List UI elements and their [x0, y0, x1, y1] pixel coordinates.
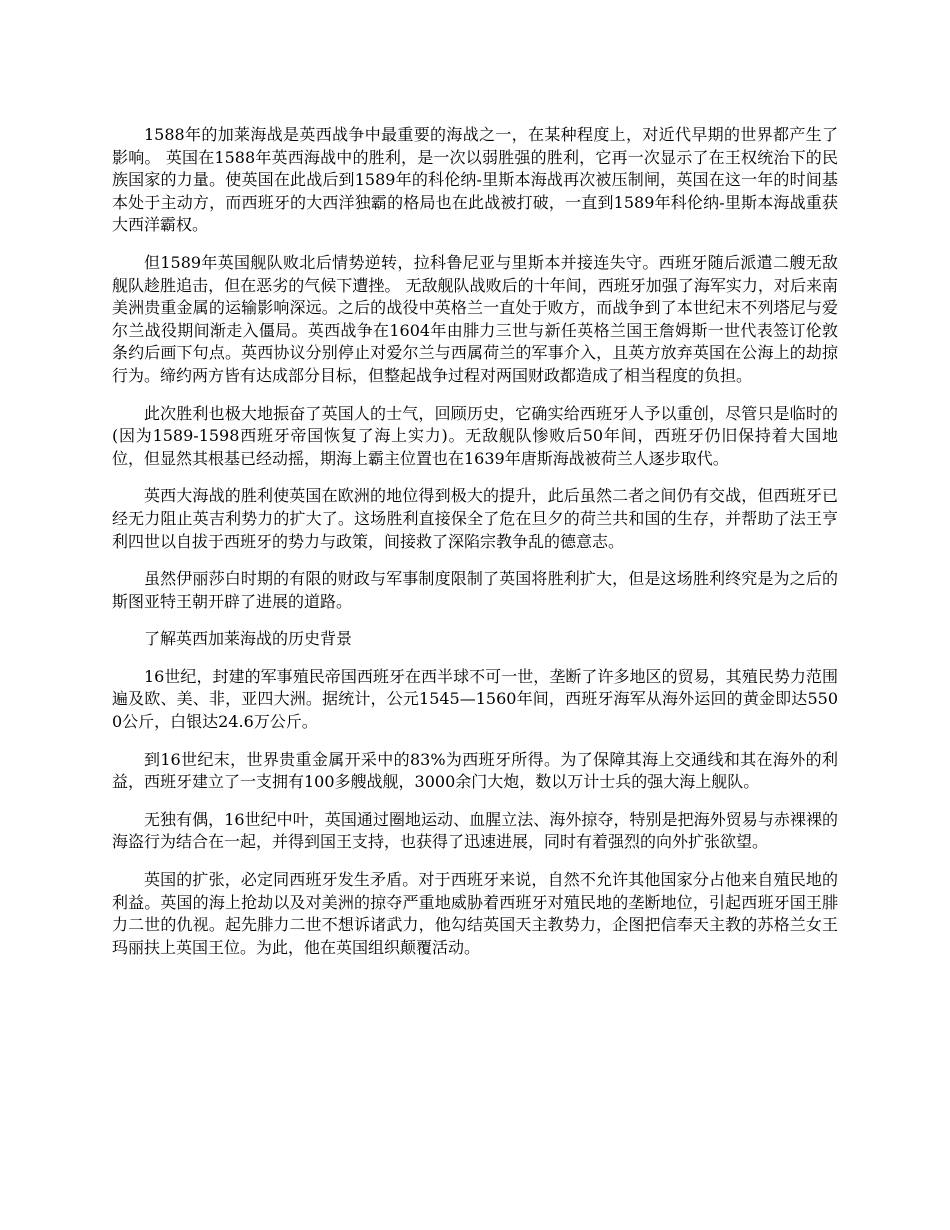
paragraph-3: 此次胜利也极大地振奋了英国人的士气，回顾历史，它确实给西班牙人予以重创，尽管只是临时的(因为1589-1598西班牙帝国恢复了海上实力)。无敌舰队惨败后50年间，西班牙仍旧保持着大国地位，但显然其根基已经动摇，期海上霸主位置也在1639年唐斯海战被荷兰人逐步取代。: [112, 403, 838, 468]
paragraph-2: 但1589年英国舰队败北后情势逆转，拉科鲁尼亚与里斯本并接连失守。西班牙随后派遣二艘无敌舰队趁胜追击，但在恶劣的气候下遭挫。 无敌舰队战败后的十年间，西班牙加强了海军实力，对后来南美洲贵重金属的运输影响深远。之后的战役中英格兰一直处于败方，而战争到了本世纪末不列塔尼与爱尔兰战役期间渐走入僵局。英西战争在1604年由腓力三世与新任英格兰国王詹姆斯一世代表签订伦敦条约后画下句点。英西协议分别停止对爱尔兰与西属荷兰的军事介入，且英方放弃英国在公海上的劫掠行为。缔约两方皆有达成部分目标，但整起战争过程对两国财政都造成了相当程度的负担。: [112, 252, 838, 385]
paragraph-9: 无独有偶，16世纪中叶，英国通过圈地运动、血腥立法、海外掠夺，特别是把海外贸易与赤裸裸的海盗行为结合在一起，并得到国王支持，也获得了迅速进展，同时有着强烈的向外扩张欲望。: [112, 809, 838, 852]
paragraph-5: 虽然伊丽莎白时期的有限的财政与军事制度限制了英国将胜利扩大，但是这场胜利终究是为之后的斯图亚特王朝开辟了进展的道路。: [112, 569, 838, 611]
paragraph-4: 英西大海战的胜利使英国在欧洲的地位得到极大的提升，此后虽然二者之间仍有交战，但西班牙已经无力阻止英吉利势力的扩大了。这场胜利直接保全了危在旦夕的荷兰共和国的生存，并帮助了法王亨利四世以自拔于西班牙的势力与政策，间接救了深陷宗教争乱的德意志。: [112, 486, 838, 551]
paragraph-10: 英国的扩张，必定同西班牙发生矛盾。对于西班牙来说，自然不允许其他国家分占他来自殖民地的利益。英国的海上抢劫以及对美洲的掠夺严重地威胁着西班牙对殖民地的垄断地位，引起西班牙国王腓力二世的仇视。起先腓力二世不想诉诸武力，他勾结英国天主教势力，企图把信奉天主教的苏格兰女王玛丽扶上英国王位。为此，他在英国组织颠覆活动。: [112, 870, 838, 957]
section-heading: 了解英西加莱海战的历史背景: [144, 629, 353, 649]
paragraph-1: 1588年的加莱海战是英西战争中最重要的海战之一，在某种程度上，对近代早期的世界都产生了影响。 英国在1588年英西海战中的胜利，是一次以弱胜强的胜利，它再一次显示了在王权统治下的民族国家的力量。使英国在此战后到1589年的科伦纳-里斯本海战再次被压制闸，英国在这一年的时间基本处于主动方，而西班牙的大西洋独霸的格局也在此战被打破，一直到1589年科伦纳-里斯本海战重获大西洋霸权。: [112, 125, 838, 235]
paragraph-8: 到16世纪末，世界贵重金属开采中的83%为西班牙所得。为了保障其海上交通线和其在海外的利益，西班牙建立了一支拥有100多艘战舰，3000余门大炮，数以万计士兵的强大海上舰队。: [112, 749, 838, 792]
paragraph-7: 16世纪，封建的军事殖民帝国西班牙在西半球不可一世，垄断了许多地区的贸易，其殖民势力范围遍及欧、美、非，亚四大洲。据统计，公元1545—1560年间，西班牙海军从海外运回的黄金即达5500公斤，白银达24.6万公斤。: [112, 666, 838, 732]
